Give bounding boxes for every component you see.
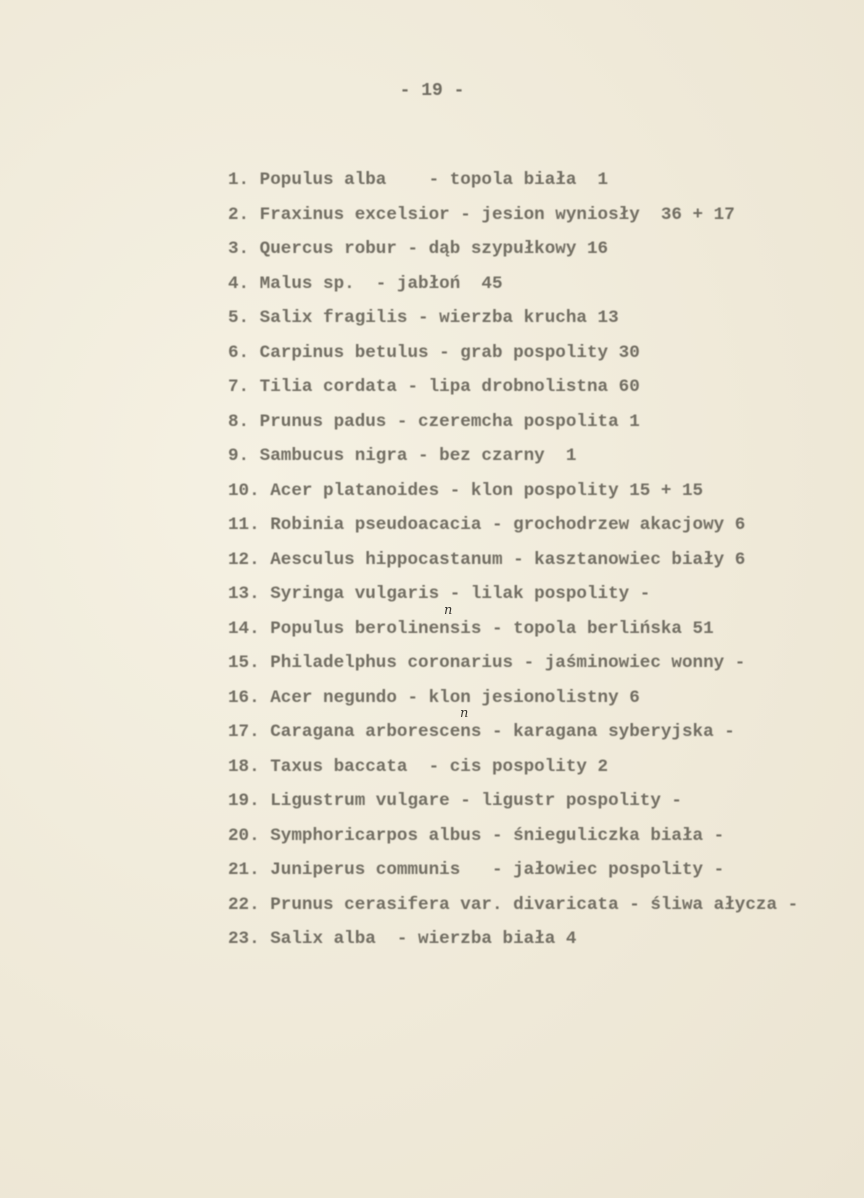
list-row xyxy=(228,861,798,896)
list-row xyxy=(228,792,798,827)
handwritten-correction: n xyxy=(460,706,469,721)
list-item: 7. Tilia cordata - lipa drobnolistna 60 xyxy=(228,377,640,397)
list-row xyxy=(228,482,798,517)
list-row xyxy=(228,585,798,620)
list-item: 6. Carpinus betulus - grab pospolity 30 xyxy=(228,342,640,363)
list-row xyxy=(228,654,798,689)
list-row xyxy=(228,447,798,482)
list-item: 4. Malus sp. - jabłoń 45 xyxy=(228,273,503,294)
handwritten-correction: n xyxy=(444,603,453,618)
list-item: 19. Ligustrum vulgare - ligustr pospolity - xyxy=(228,791,682,811)
list-item: 20. Symphoricarpos albus - śnieguliczka biała - xyxy=(228,825,725,846)
list-row xyxy=(228,896,798,931)
list-row xyxy=(228,378,798,413)
list-item: 16. Acer negundo - klon jesionolistny 6 xyxy=(228,687,640,708)
species-list xyxy=(228,171,798,965)
list-item: 1. Populus alba - topola biała 1 xyxy=(228,170,609,190)
list-row xyxy=(228,275,798,310)
list-row xyxy=(228,240,798,275)
list-row xyxy=(228,723,798,758)
list-row xyxy=(228,516,798,551)
list-row xyxy=(228,827,798,862)
list-item: 23. Salix alba - wierzba biała 4 xyxy=(228,929,577,949)
list-row xyxy=(228,758,798,793)
list-item: 2. Fraxinus excelsior - jesion wyniosły 36 + 17 xyxy=(228,204,735,225)
list-row xyxy=(228,309,798,344)
list-item: 22. Prunus cerasifera var. divaricata - śliwa ałycza - xyxy=(228,894,799,915)
list-item: 12. Aesculus hippocastanum - kasztanowiec biały 6 xyxy=(228,549,746,570)
list-item: 11. Robinia pseudoacacia - grochodrzew akacjowy 6 xyxy=(228,515,746,535)
list-item: 5. Salix fragilis - wierzba krucha 13 xyxy=(228,308,619,328)
list-item: 8. Prunus padus - czeremcha pospolita 1 xyxy=(228,411,640,432)
list-item: 3. Quercus robur - dąb szypułkowy 16 xyxy=(228,239,609,259)
list-row xyxy=(228,930,798,965)
list-item: 9. Sambucus nigra - bez czarny 1 xyxy=(228,446,577,466)
list-item: 18. Taxus baccata - cis pospolity 2 xyxy=(228,756,609,777)
list-row xyxy=(228,413,798,448)
list-item: 13. Syringa vulgaris - lilak pospolity - xyxy=(228,584,651,604)
list-item: 15. Philadelphus coronarius - jaśminowiec wonny - xyxy=(228,653,746,673)
page-number: - 19 - xyxy=(399,81,465,101)
list-row xyxy=(228,551,798,586)
list-row xyxy=(228,171,798,206)
list-row xyxy=(228,206,798,241)
list-item: 21. Juniperus communis - jałowiec pospolity - xyxy=(228,860,725,880)
list-item: 17. Caragana arborescens - karagana syberyjska - xyxy=(228,722,735,742)
list-item: 14. Populus berolinensis - topola berlińska 51 xyxy=(228,618,714,639)
list-row xyxy=(228,344,798,379)
list-row xyxy=(228,689,798,724)
list-item: 10. Acer platanoides - klon pospolity 15 + 15 xyxy=(228,480,704,501)
list-row xyxy=(228,620,798,655)
